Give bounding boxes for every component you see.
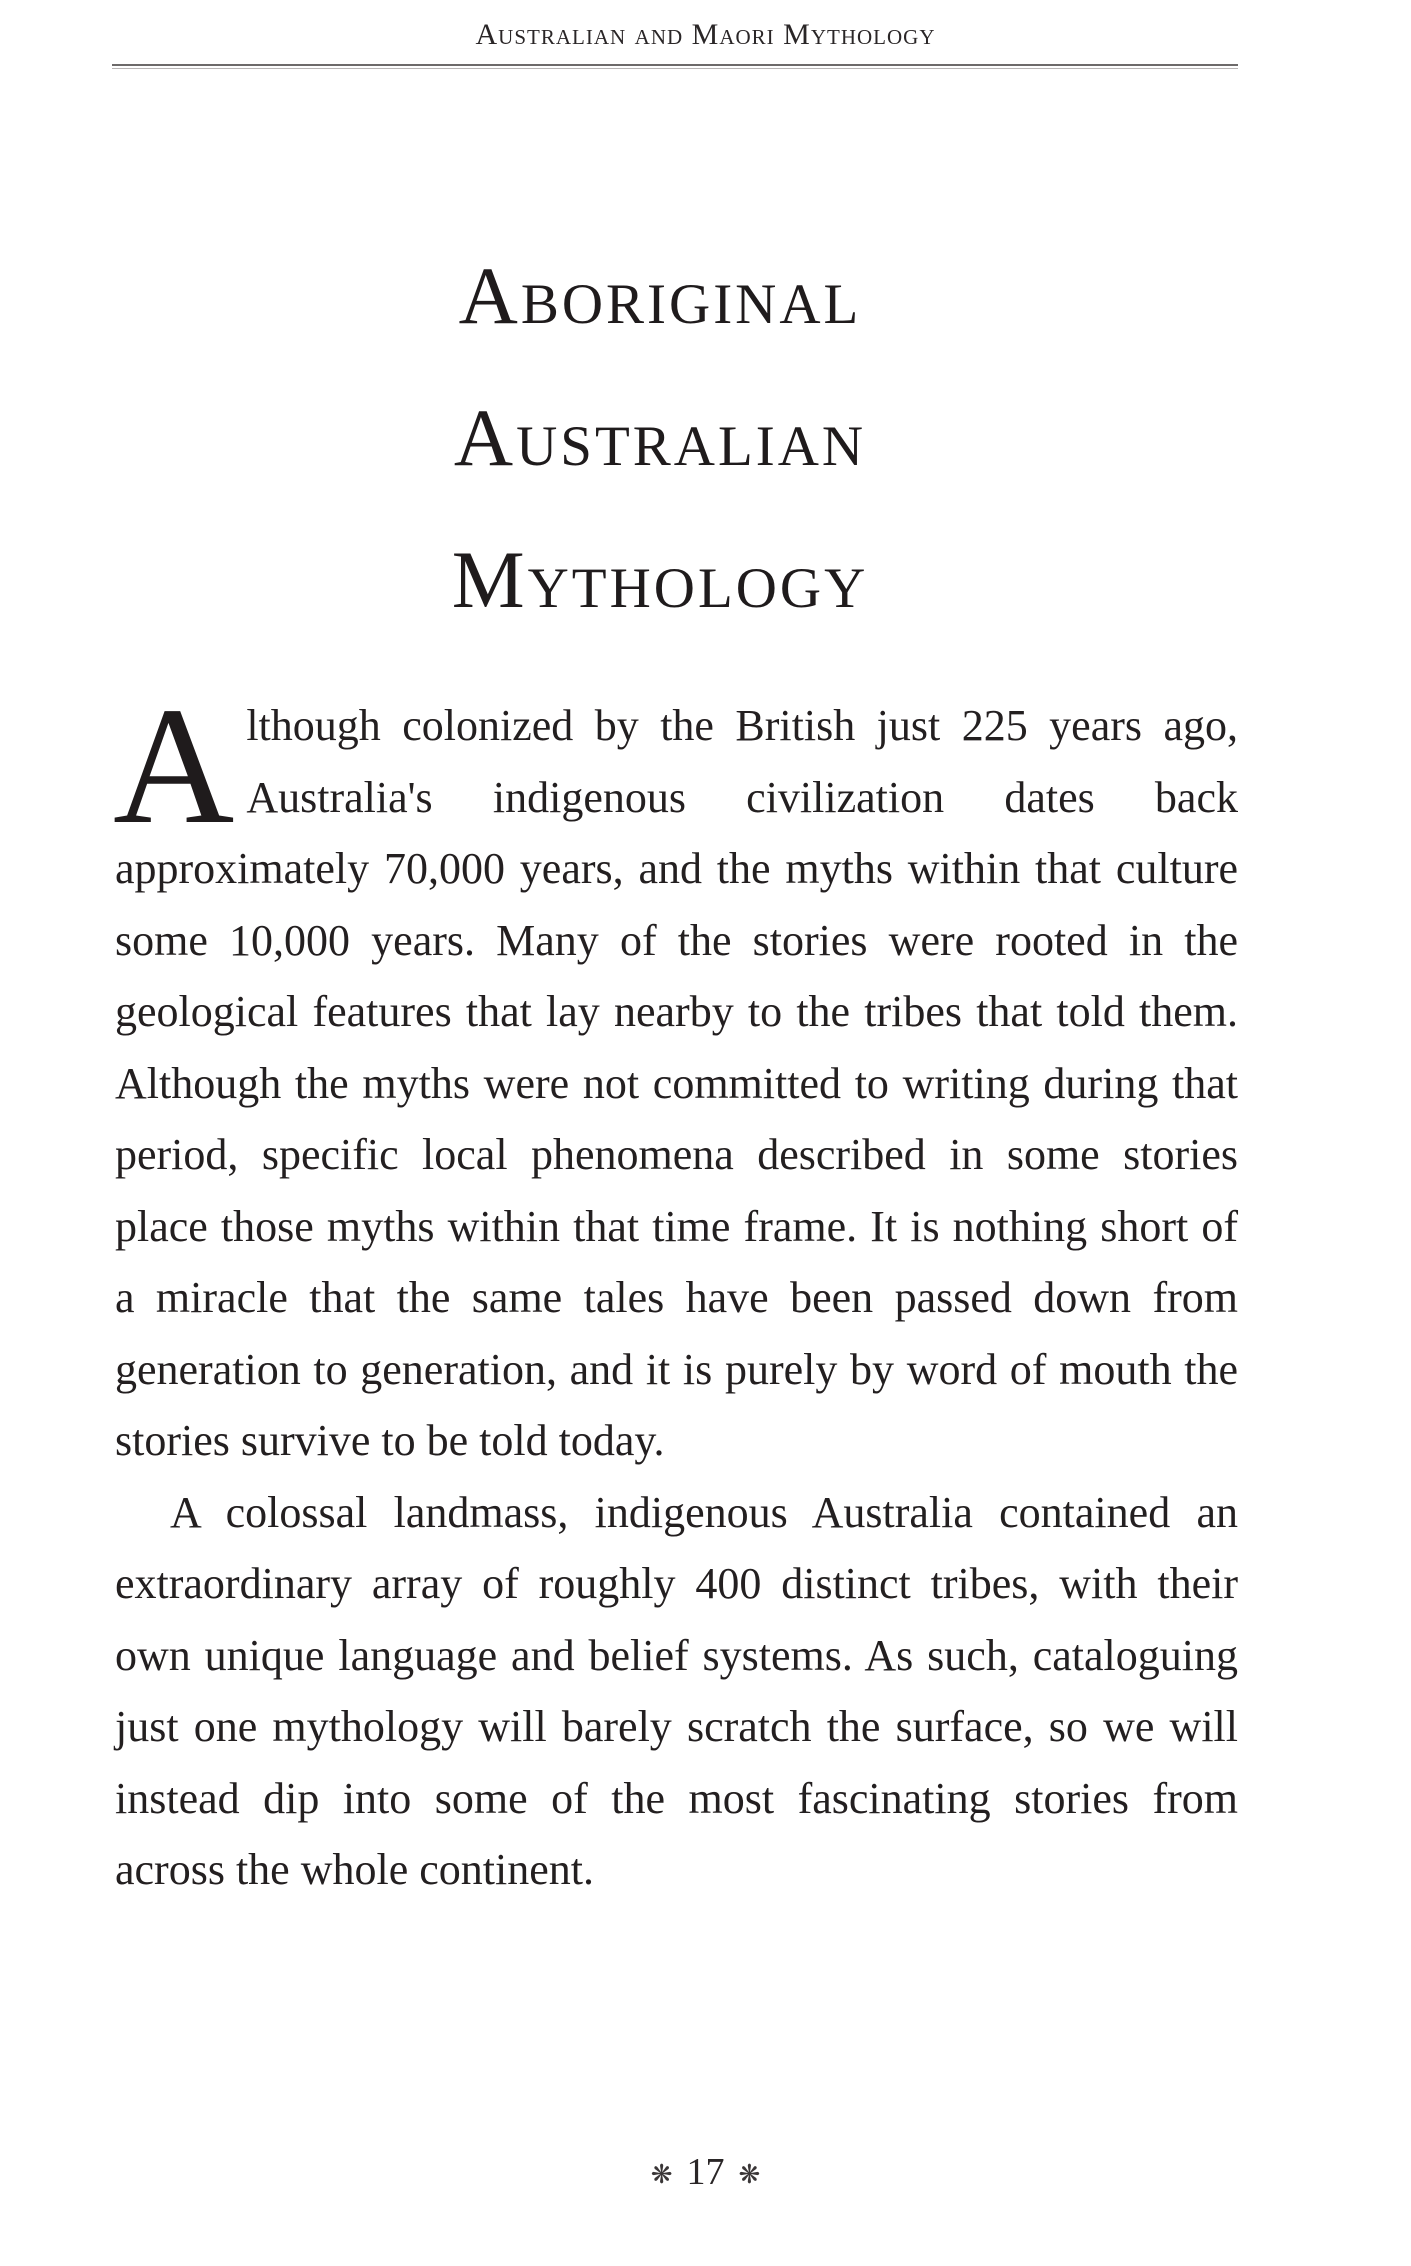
page-footer — [0, 2150, 1411, 2194]
chapter-title-line-3: Mythology — [451, 534, 869, 625]
header-rule-secondary — [112, 68, 1238, 69]
chapter-title — [300, 225, 1020, 651]
ornament-right-icon: ❋ — [738, 2160, 761, 2190]
paragraph-1 — [113, 673, 1238, 1477]
paragraph-2: A colossal landmass, indigenous Australia contained an extraordinary array of roughly 400 distinct tribes, with their own unique language and belief systems. As such, cataloguing just one mythology will barely scratch the surface, so we will instead dip into some of the most fascinating stories from across the whole continent. — [115, 1487, 1238, 1894]
chapter-title-line-2: Australian — [453, 392, 867, 483]
ornament-left-icon: ❋ — [650, 2160, 673, 2190]
chapter-title-line-1: Aboriginal — [458, 250, 862, 341]
paragraph-1-text: lthough colonized by the British just 225 years ago, Australia's indigenous civilization dates back approximately 70,000 years, and the myths within that culture some 10,000 years. Many of the stories were rooted in the geological features that lay nearby to the tribes that told them. Although the myths were not committed to writing during that period, specific local phenomena described in some stories place those myths within that time frame. It is nothing short of a miracle that the same tales have been passed down from generation to generation, and it is purely by word of mouth the stories survive to be told today. — [115, 701, 1238, 1465]
running-head: Australian and Maori Mythology — [475, 18, 936, 51]
header-rule — [112, 64, 1238, 66]
drop-cap: A — [113, 673, 235, 859]
page-number: 17 — [686, 2151, 725, 2193]
body-text — [113, 673, 1238, 1906]
